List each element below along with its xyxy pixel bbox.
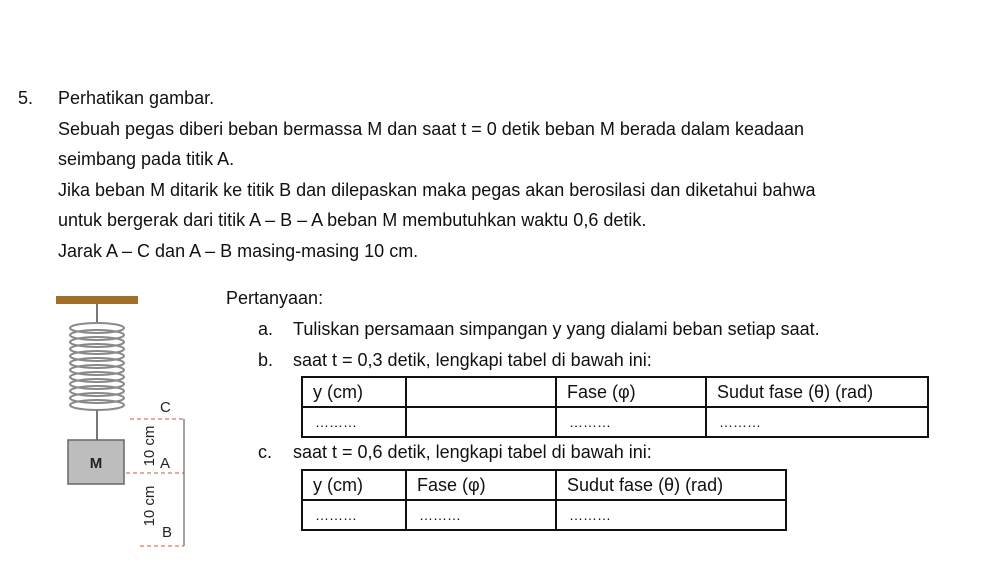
point-a-label: A <box>160 455 171 472</box>
ceiling-bar <box>56 296 138 304</box>
table-c-cell-y[interactable]: ……… <box>302 500 406 530</box>
questions-heading: Pertanyaan: <box>226 288 324 308</box>
distance-upper-label: 10 cm <box>141 425 158 467</box>
question-title: Perhatikan gambar. <box>58 88 215 108</box>
table-b-header-fase: Fase (φ) <box>556 377 706 407</box>
paragraph-line-1: Sebuah pegas diberi beban bermassa M dan saat t = 0 detik beban M berada dalam keadaan <box>58 119 805 139</box>
table-c-header-y: y (cm) <box>302 470 406 500</box>
point-b-label: B <box>162 524 173 541</box>
question-b-text: saat t = 0,3 detik, lengkapi tabel di bawah ini: <box>293 350 652 370</box>
paragraph-line-4: untuk bergerak dari titik A – B – A beban M membutuhkan waktu 0,6 detik. <box>58 210 647 230</box>
table-b-header-empty <box>406 377 556 407</box>
table-b-header-y: y (cm) <box>302 377 406 407</box>
question-b-letter: b. <box>258 350 274 370</box>
table-c-header-row <box>302 470 786 500</box>
question-number: 5. <box>18 88 34 108</box>
table-b-cell-empty[interactable] <box>406 407 556 437</box>
table-c-answer-row <box>302 500 786 530</box>
paragraph-line-3: Jika beban M ditarik ke titik B dan dilepaskan maka pegas akan berosilasi dan diketahui bahwa <box>58 180 816 200</box>
mass-label: M <box>89 455 103 472</box>
table-c <box>301 469 787 531</box>
table-c-header-sudut: Sudut fase (θ) (rad) <box>556 470 786 500</box>
paragraph-line-2: seimbang pada titik A. <box>58 149 235 169</box>
table-b-cell-y[interactable]: ……… <box>302 407 406 437</box>
table-b-header-row <box>302 377 928 407</box>
table-b-cell-fase[interactable]: ……… <box>556 407 706 437</box>
table-b-answer-row <box>302 407 928 437</box>
question-c-text: saat t = 0,6 detik, lengkapi tabel di bawah ini: <box>293 442 652 462</box>
point-c-label: C <box>160 399 171 416</box>
table-c-cell-fase[interactable]: ……… <box>406 500 556 530</box>
question-a-text: Tuliskan persamaan simpangan y yang dialami beban setiap saat. <box>293 319 820 339</box>
table-b-cell-sudut[interactable]: ……… <box>706 407 928 437</box>
question-a-letter: a. <box>258 319 274 339</box>
table-b <box>301 376 929 438</box>
table-c-header-fase: Fase (φ) <box>406 470 556 500</box>
spring-coils <box>70 323 124 410</box>
table-c-cell-sudut[interactable]: ……… <box>556 500 786 530</box>
distance-lower-label: 10 cm <box>141 485 158 527</box>
question-c-letter: c. <box>258 442 273 462</box>
spring-mass-figure <box>40 288 200 558</box>
paragraph-line-5: Jarak A – C dan A – B masing-masing 10 cm. <box>58 241 419 261</box>
table-b-header-sudut: Sudut fase (θ) (rad) <box>706 377 928 407</box>
